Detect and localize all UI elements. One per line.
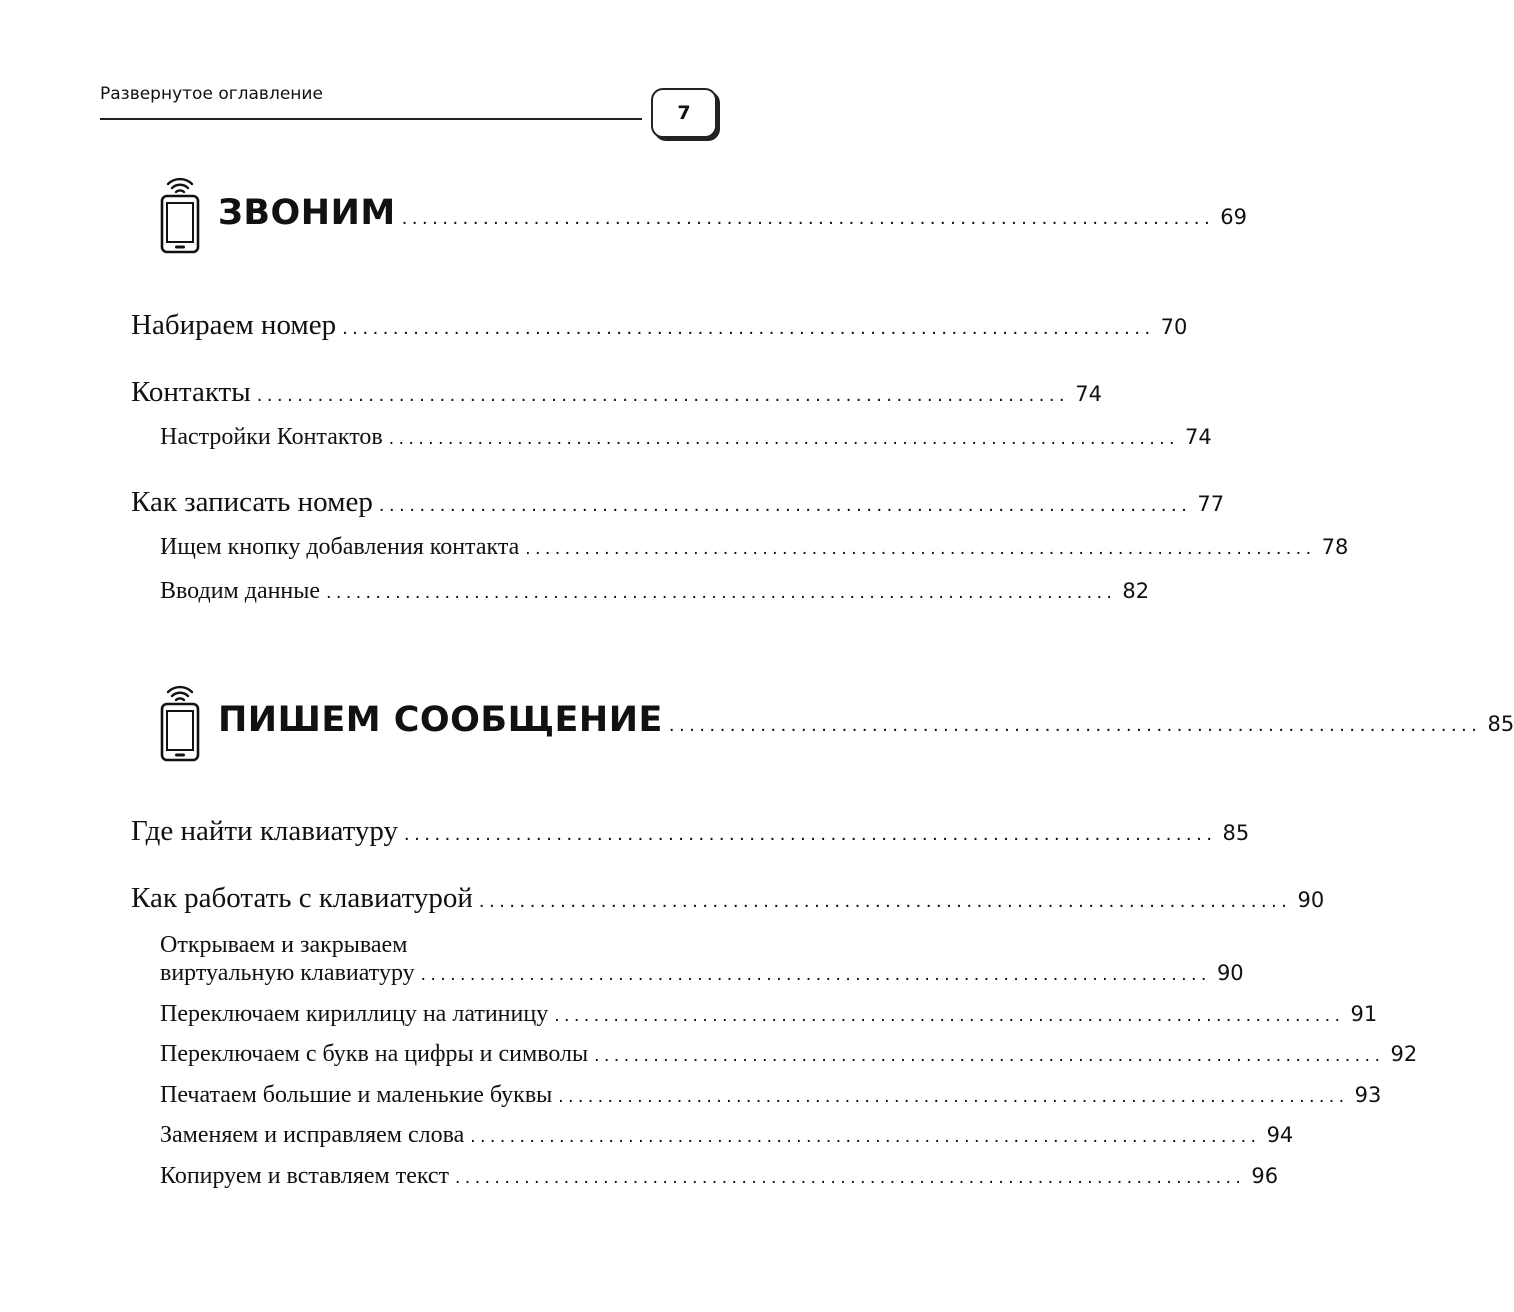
toc-entry-title: Где найти клавиатуру <box>131 815 398 847</box>
dot-leader: ................................................................................ <box>256 384 1070 406</box>
toc-subentry-title-line1: Открываем и закрываем <box>160 932 408 958</box>
page-number: 7 <box>677 102 691 124</box>
dot-leader: ................................................................................ <box>378 494 1192 516</box>
toc-subentry-title: Переключаем кириллицу на латиницу <box>160 1001 549 1027</box>
page-ref: 70 <box>1160 315 1188 339</box>
page-ref: 85 <box>1487 712 1514 736</box>
toc-subentry-title: Печатаем большие и маленькие буквы <box>160 1082 553 1108</box>
toc-subentry-title: Настройки Контактов <box>160 424 383 450</box>
dot-leader: ................................................................................ <box>594 1045 1385 1066</box>
page-ref: 74 <box>1185 425 1212 449</box>
page-ref: 94 <box>1266 1123 1294 1147</box>
running-header-title: Развернутое оглавление <box>100 84 323 104</box>
toc-entry-title: Контакты <box>131 376 251 408</box>
page-ref: 90 <box>1297 888 1325 912</box>
page-number-badge <box>651 88 717 138</box>
page-ref: 74 <box>1075 382 1102 406</box>
page-ref: 92 <box>1390 1042 1418 1066</box>
smartphone-signal-icon <box>158 676 202 762</box>
page-ref: 93 <box>1354 1083 1382 1107</box>
dot-leader: ................................................................................ <box>470 1126 1261 1147</box>
toc-entry-title: Как записать номер <box>131 486 373 518</box>
page-ref: 69 <box>1220 205 1247 229</box>
dot-leader: ................................................................................ <box>455 1167 1246 1188</box>
dot-leader: ................................................................................ <box>404 823 1217 845</box>
page-ref: 90 <box>1216 961 1244 985</box>
dot-leader: ................................................................................ <box>342 317 1155 339</box>
dot-leader: ................................................................................ <box>388 428 1180 449</box>
toc-subentry-title: Копируем и вставляем текст <box>160 1163 450 1189</box>
toc-subentry-title: Ищем кнопку добавления контакта <box>160 534 520 560</box>
chapter-title: ЗВОНИМ <box>218 193 396 233</box>
dot-leader: ................................................................................ <box>554 1005 1345 1026</box>
page-ref: 82 <box>1122 579 1150 603</box>
chapter-title: ПИШЕМ СООБЩЕНИЕ <box>218 700 663 740</box>
dot-leader: ................................................................................ <box>668 714 1482 736</box>
dot-leader: ................................................................................ <box>525 538 1316 559</box>
dot-leader: ................................................................................ <box>558 1086 1349 1107</box>
dot-leader: ................................................................................ <box>420 964 1211 985</box>
page-ref: 96 <box>1251 1164 1279 1188</box>
dot-leader: ................................................................................ <box>478 890 1292 912</box>
page-ref: 78 <box>1321 535 1349 559</box>
header-rule <box>100 118 642 120</box>
dot-leader: ................................................................................ <box>326 582 1117 603</box>
toc-subentry-title: Вводим данные <box>160 578 321 604</box>
smartphone-signal-icon <box>158 168 202 254</box>
toc-subentry-title: виртуальную клавиатуру <box>160 960 415 986</box>
toc-entry-title: Набираем номер <box>131 309 337 341</box>
page-ref: 85 <box>1222 821 1250 845</box>
toc-subentry-title: Заменяем и исправляем слова <box>160 1122 465 1148</box>
page-ref: 77 <box>1197 492 1225 516</box>
toc-entry-title: Как работать с клавиатурой <box>131 882 473 914</box>
toc-subentry-title: Переключаем с букв на цифры и символы <box>160 1041 589 1067</box>
dot-leader: ................................................................................ <box>401 207 1215 229</box>
page-ref: 91 <box>1350 1002 1378 1026</box>
